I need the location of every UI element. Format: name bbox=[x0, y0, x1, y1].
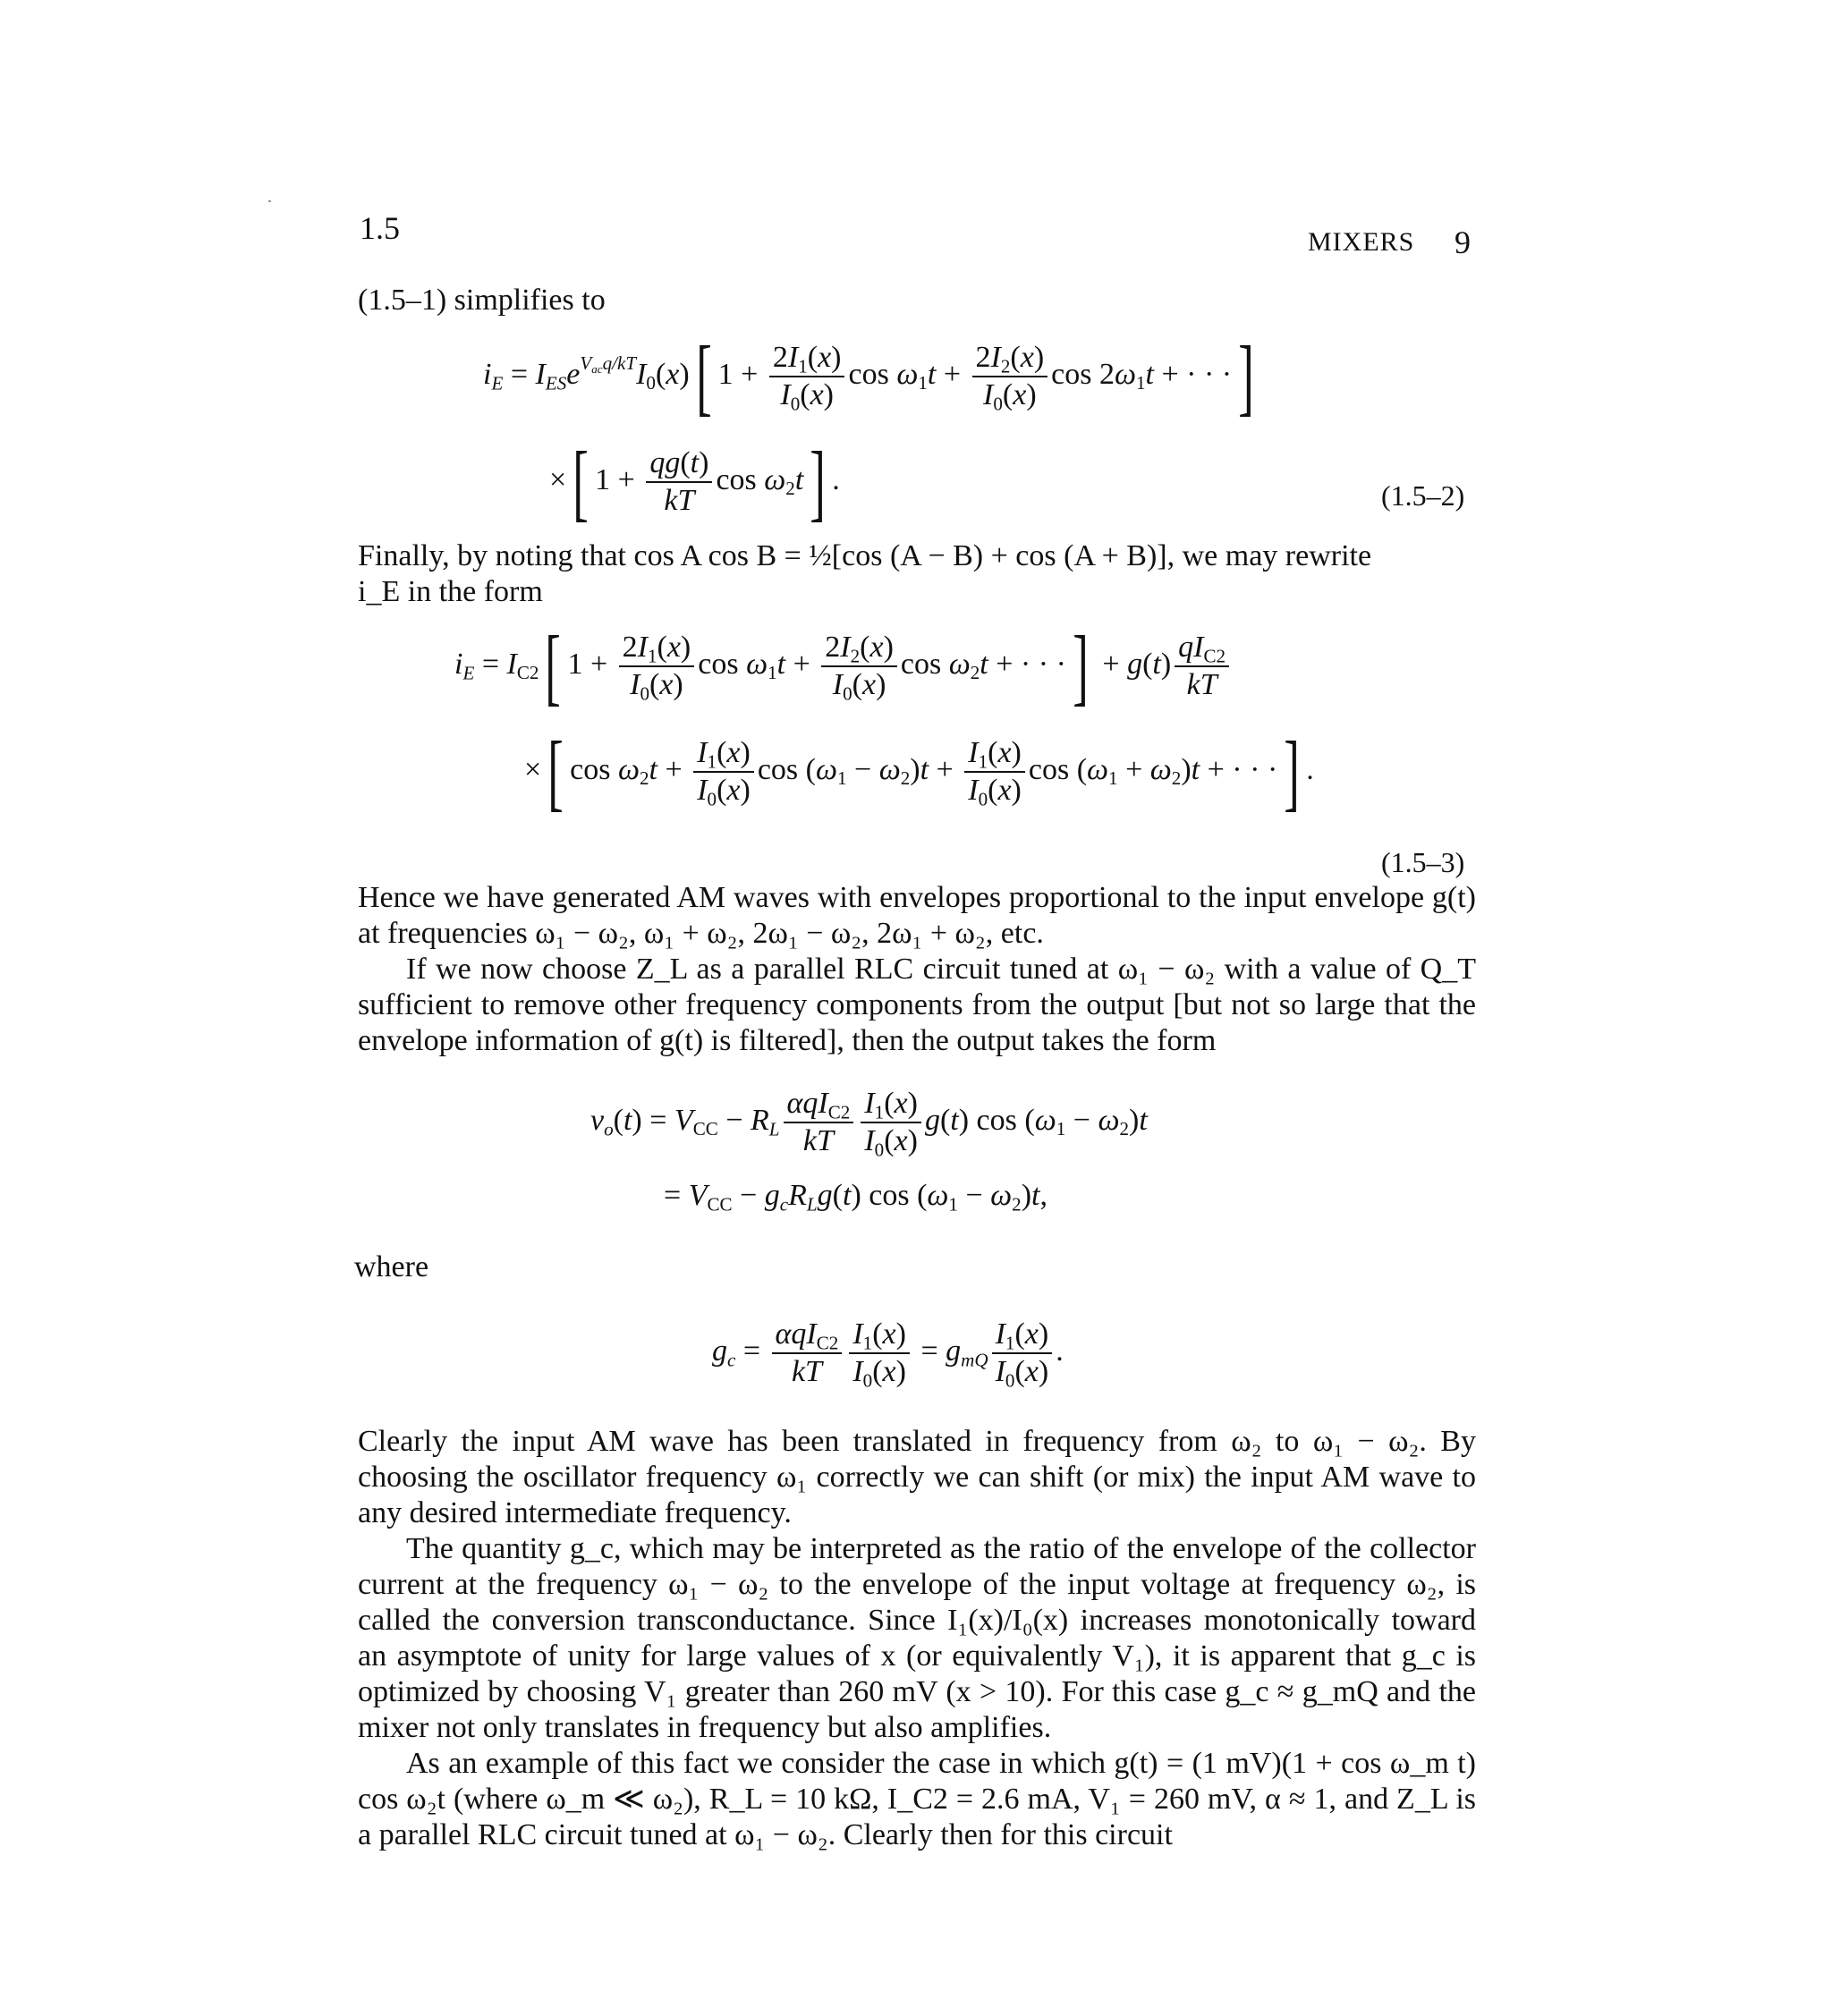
paragraph-quantity: The quantity g_c, which may be interpreted as the ratio of the envelope of the collector current at the frequency ω₁ − ω₂ to the envelope of the input voltage at frequency ω₂, is called the conversion transconductance. Since I₁(x)/I₀(x) increases monotonically toward an asymptote of unity for large values of x (or equivalently V₁), it is apparent that g_c is optimized by choosing V₁ greater than 260 mV (x > 10). For this case g_c ≈ g_mQ and the mixer not only translates in frequency but also amplifies. bbox=[358, 1532, 1476, 1744]
page-number: 9 bbox=[1455, 224, 1471, 260]
equation-gc: $g_c$ = $\frac{\alpha qI_{C2}}{kT}$ $\frac{I_1(x)}{I_0(x)}$ = $g_{mQ}$ $\frac{I_1(x)}{I_0(x)}$ . bbox=[712, 1317, 1064, 1392]
paragraph-clearly: Clearly the input AM wave has been translated in frequency from ω₂ to ω₁ − ω₂. By choosing the oscillator frequency ω₁ correctly we can shift (or mix) the input AM wave to any desired intermediate frequency. bbox=[358, 1425, 1476, 1529]
paragraph-finally-line-2: i_E in the form bbox=[358, 575, 543, 608]
equation-1-5-2-line-1: $i_E = I_{ES}e^{V_{ac}q/kT}I_0(x)$[ 1 + $\frac{2I_1(x)}{I_0(x)}$ $\cos \omega_1t$ + $\frac{2I_2(x)}{I_0(x)}$ $\cos 2\omega_1t$ + · · ·] bbox=[483, 328, 1254, 424]
paragraph-finally bbox=[358, 538, 1476, 610]
paragraph-hence-text: Hence we have generated AM waves with envelopes proportional to the input envelope g(t) at frequencies ω₁ − ω₂, ω₁ + ω₂, 2ω₁ − ω₂, 2ω₁ + ω₂, etc. bbox=[358, 881, 1476, 950]
equation-number-1-5-2: (1.5–2) bbox=[1381, 479, 1465, 512]
equation-1-5-3-line-1: $i_E = I_{C2}$[ 1 + $\frac{2I_1(x)}{I_0(x)}$ $\cos \omega_1t$ + $\frac{2I_2(x)}{I_0(x)}$ $\cos \omega_2t$ + · · ·] + g(t) $\frac{qI_{C2}}{kT}$ bbox=[454, 626, 1233, 707]
section-number: 1.5 bbox=[360, 210, 400, 246]
intro-line: (1.5–1) simplifies to bbox=[358, 284, 606, 317]
scan-speck bbox=[268, 200, 271, 202]
paragraph-example: As an example of this fact we consider the case in which g(t) = (1 mV)(1 + cos ω_m t) cos ω₂t (where ω_m ≪ ω₂), R_L = 10 kΩ, I_C2 = 2.6 mA, V₁ = 260 mV, α ≈ 1, and Z_L is a parallel RLC circuit tuned at ω₁ − ω₂. Clearly then for this circuit bbox=[358, 1747, 1476, 1851]
where-label: where bbox=[354, 1250, 429, 1283]
paragraph-clearly-block bbox=[358, 1424, 1476, 1853]
equation-vo-line-2: = $V_{CC} - g_cR_Lg(t)$ $\cos (\omega_1 - \omega_2)t$, bbox=[664, 1179, 1047, 1216]
equation-number-1-5-3: (1.5–3) bbox=[1381, 846, 1465, 878]
paragraph-hence bbox=[358, 880, 1476, 1059]
paragraph-if-text: If we now choose Z_L as a parallel RLC circuit tuned at ω₁ − ω₂ with a value of Q_T sufficient to remove other frequency components from the output [but not so large that the envelope information of g(t) is filtered], then the output takes the form bbox=[358, 953, 1476, 1057]
equation-1-5-2-line-2: ×[ 1 + $\frac{qg(t)}{kT}$ $\cos \omega_2t$] . bbox=[549, 434, 840, 529]
paragraph-finally-line-1: Finally, by noting that cos A cos B = ½[cos (A − B) + cos (A + B)], we may rewrite bbox=[358, 539, 1372, 572]
running-title: MIXERS bbox=[1308, 227, 1415, 257]
equation-vo-line-1: $v_o(t) = V_{CC} - R_L$ $\frac{\alpha qI_{C2}}{kT}$ $\frac{I_1(x)}{I_0(x)}$ g(t) $\cos (\omega_1 - \omega_2)t$ bbox=[590, 1087, 1148, 1161]
equation-1-5-3-line-2: ×[ $\cos \omega_2t$ + $\frac{I_1(x)}{I_0(x)}$ $\cos (\omega_1 - \omega_2)t$ + $\frac{I_1(x)}{I_0(x)}$ $\cos (\omega_1 + \omega_2)t$ + · · ·] . bbox=[524, 724, 1314, 819]
